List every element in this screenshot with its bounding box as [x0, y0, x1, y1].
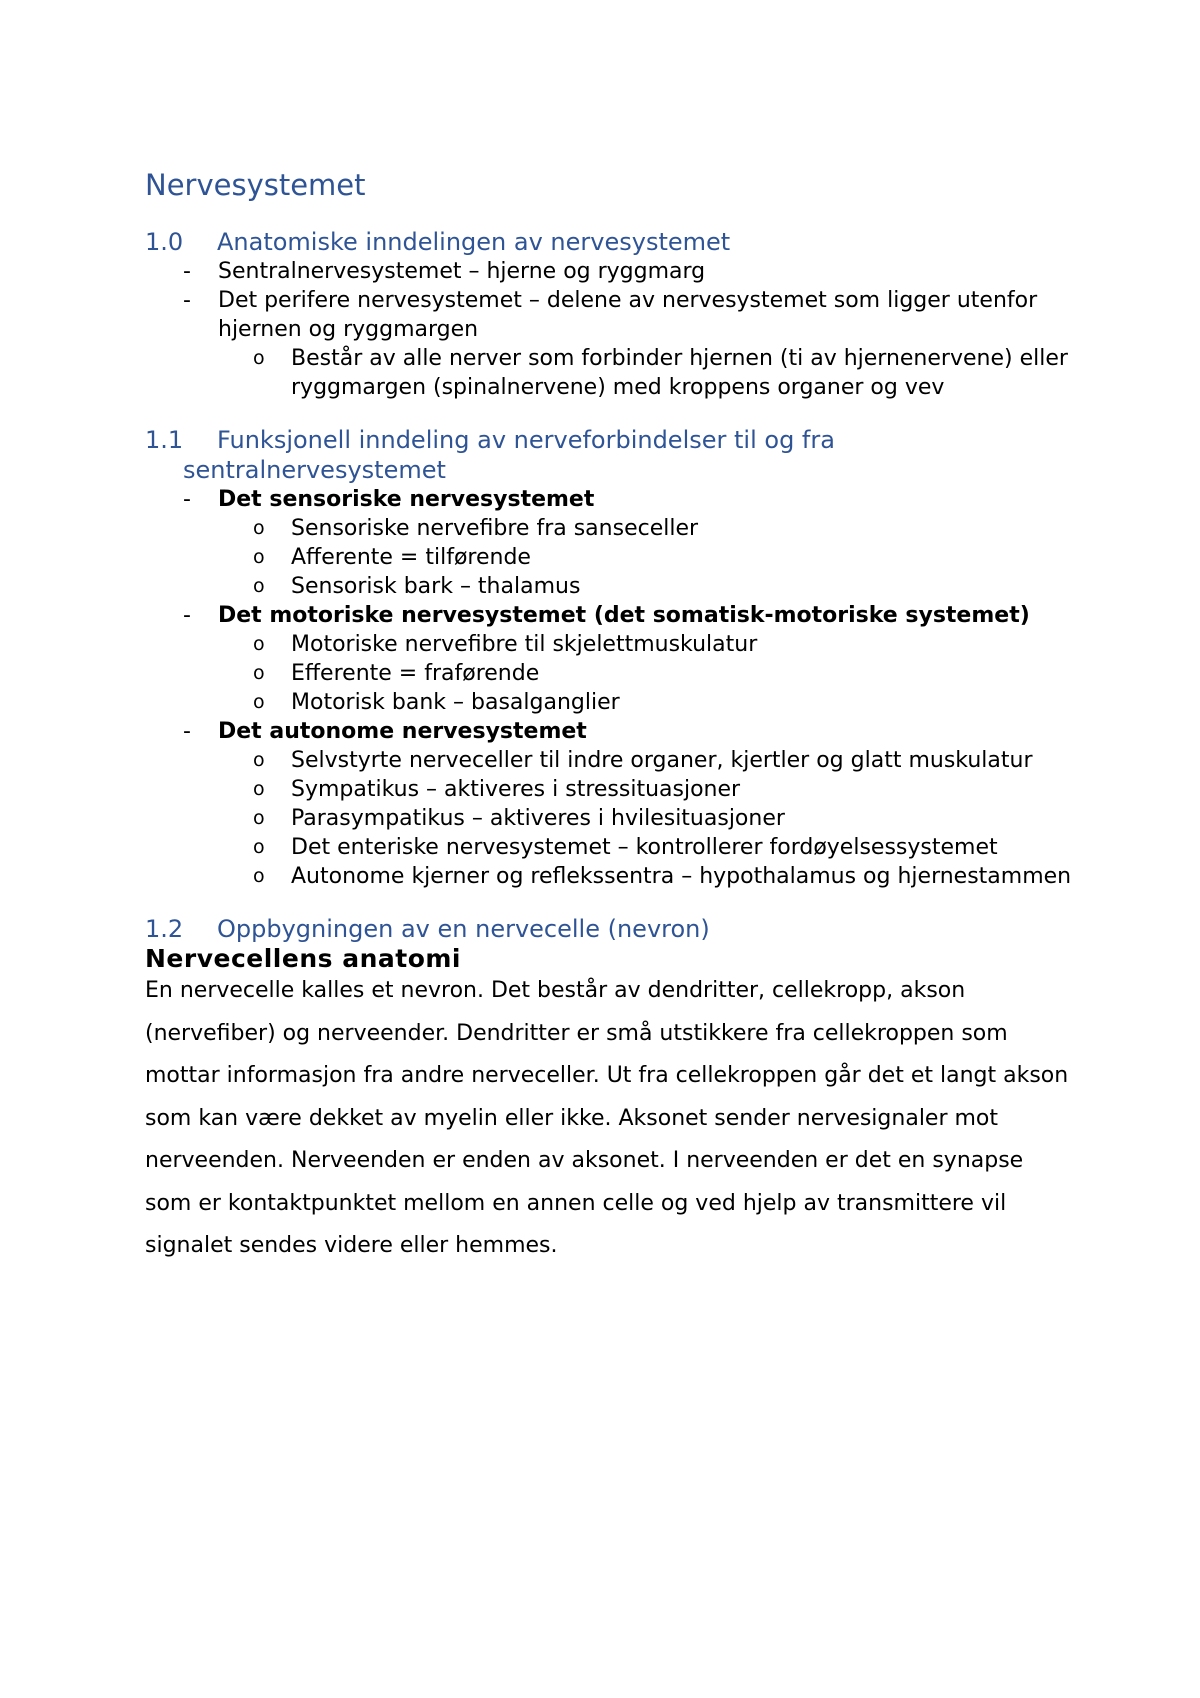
sub-list-item [218, 543, 1075, 572]
subheading: Nervecellens anatomi [145, 944, 461, 973]
sub-list-item-text: Motoriske nervefibre til skjelettmuskulatur [291, 632, 758, 657]
section-number: 1.2 [145, 915, 184, 943]
document-page [145, 165, 1075, 1268]
sub-list-item [218, 804, 1075, 833]
section-heading [145, 914, 1075, 944]
circle-bullet: o [253, 517, 265, 539]
bullet-list [145, 485, 1075, 891]
dash-bullet: - [183, 719, 191, 744]
circle-bullet: o [253, 546, 265, 568]
circle-bullet: o [253, 691, 265, 713]
bullet-list [145, 257, 1075, 402]
list-item [145, 601, 1075, 717]
list-item [145, 485, 1075, 601]
list-item-text: Sentralnervesystemet – hjerne og ryggmarg [218, 259, 706, 284]
list-item [145, 286, 1075, 402]
dash-bullet: - [183, 487, 191, 512]
list-item [145, 717, 1075, 891]
sub-list-item [218, 630, 1075, 659]
circle-bullet: o [253, 836, 265, 858]
sub-list-item-text: Parasympatikus – aktiveres i hvilesituasjoner [291, 806, 785, 831]
circle-bullet: o [253, 749, 265, 771]
circle-bullet: o [253, 778, 265, 800]
circle-bullet: o [253, 633, 265, 655]
section-heading-text: Oppbygningen av en nervecelle (nevron) [217, 915, 710, 943]
sub-list-item [218, 746, 1075, 775]
sub-list-item-text: Sympatikus – aktiveres i stressituasjoner [291, 777, 741, 802]
sub-list-item [218, 572, 1075, 601]
list-item-text: Det motoriske nervesystemet (det somatisk-motoriske systemet) [218, 603, 1030, 628]
section-1-0 [145, 227, 1075, 402]
sub-list-item [218, 344, 1075, 402]
section-heading [145, 425, 1075, 485]
sub-list-item [218, 688, 1075, 717]
section-heading-text: Anatomiske inndelingen av nervesystemet [217, 228, 731, 256]
circle-bullet: o [253, 347, 265, 369]
sub-list-item-text: Motorisk bank – basalganglier [291, 690, 620, 715]
sub-list-item [218, 862, 1075, 891]
circle-bullet: o [253, 807, 265, 829]
dash-bullet: - [183, 603, 191, 628]
sub-bullet-list [218, 746, 1075, 891]
dash-bullet: - [183, 259, 191, 284]
sub-list-item-text: Efferente = fraførende [291, 661, 540, 686]
circle-bullet: o [253, 865, 265, 887]
section-1-1 [145, 425, 1075, 891]
body-paragraph: En nervecelle kalles et nevron. Det består av dendritter, cellekropp, akson (nervefiber) og nerveender. Dendritter er små utstikkere fra cellekroppen som mottar informasjon fra andre nerveceller. Ut fra cellekroppen går det et langt akson som kan være dekket av myelin eller ikke. Aksonet sender nervesignaler mot nerveenden. Nerveenden er enden av aksonet. I nerveenden er det en synapse som er kontaktpunktet mellom en annen celle og ved hjelp av transmittere vil signalet sendes videre eller hemmes. [145, 978, 1069, 1258]
sub-list-item-text: Sensoriske nervefibre fra sanseceller [291, 516, 699, 541]
sub-list-item [218, 833, 1075, 862]
list-item-text: Det autonome nervesystemet [218, 719, 587, 744]
sub-list-item-text: Autonome kjerner og reflekssentra – hypothalamus og hjernestammen [291, 864, 1072, 889]
sub-list-item-text: Sensorisk bark – thalamus [291, 574, 581, 599]
list-item [145, 257, 1075, 286]
circle-bullet: o [253, 575, 265, 597]
sub-list-item-text: Består av alle nerver som forbinder hjernen (ti av hjernenervene) eller ryggmargen (spinalnervene) med kroppens organer og vev [291, 346, 1068, 400]
sub-list-item [218, 775, 1075, 804]
sub-bullet-list [218, 344, 1075, 402]
sub-list-item-text: Selvstyrte nerveceller til indre organer, kjertler og glatt muskulatur [291, 748, 1033, 773]
sub-list-item-text: Det enteriske nervesystemet – kontrollerer fordøyelsessystemet [291, 835, 998, 860]
sub-bullet-list [218, 514, 1075, 601]
section-number: 1.1 [145, 426, 184, 454]
section-heading [145, 227, 1075, 257]
list-item-text: Det perifere nervesystemet – delene av nervesystemet som ligger utenfor hjernen og ryggmargen [218, 288, 1038, 342]
dash-bullet: - [183, 288, 191, 313]
sub-bullet-list [218, 630, 1075, 717]
sub-list-item-text: Afferente = tilførende [291, 545, 531, 570]
section-heading-text: Funksjonell inndeling av nerveforbindelser til og fra sentralnervesystemet [183, 426, 835, 484]
circle-bullet: o [253, 662, 265, 684]
sub-list-item [218, 514, 1075, 543]
section-number: 1.0 [145, 228, 184, 256]
list-item-text: Det sensoriske nervesystemet [218, 487, 595, 512]
sub-list-item [218, 659, 1075, 688]
section-1-2 [145, 914, 1075, 1268]
document-title: Nervesystemet [145, 168, 366, 202]
